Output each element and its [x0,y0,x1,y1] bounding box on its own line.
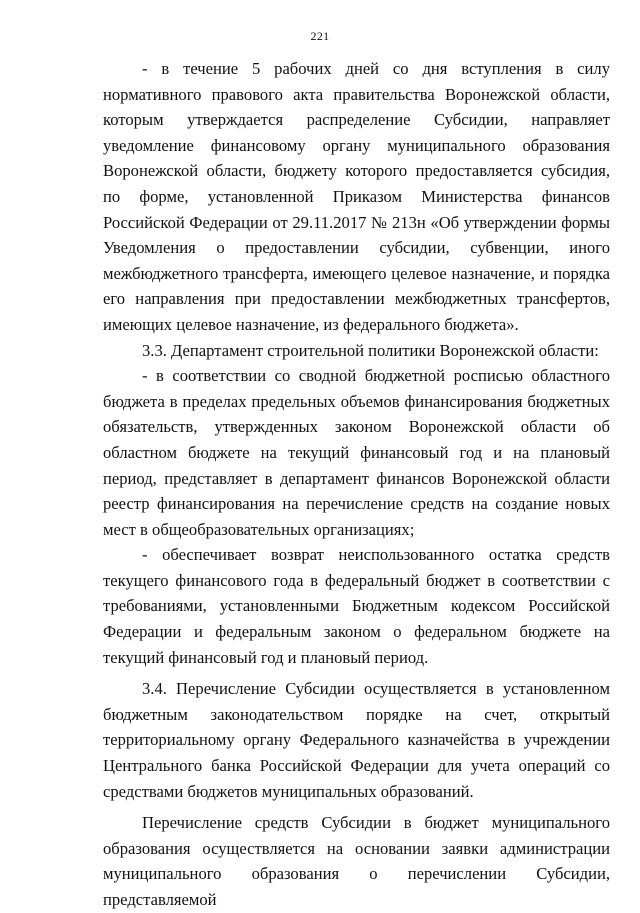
paragraph-3-4-transfer: 3.4. Перечисление Субсидии осуществляется в установленном бюджетным законодательством порядке на счет, открытый территориальному органу Федерального казначейства в учреждении Центрального банка Российской Федерации для учета операций со средствами бюджетов муниципальных образований. [103,679,610,801]
paragraph-transfer-basis: Перечисление средств Субсидии в бюджет муниципального образования осуществляется на основании заявки администрации муниципального образования о перечислении Субсидии, представляемой [103,813,610,909]
page-number: 221 [310,29,330,43]
paragraph-financing-registry: - в соответствии со сводной бюджетной росписью областного бюджета в пределах предельных объемов финансирования бюджетных обязательств, утвержденных законом Воронежской области об областном бюджете на текущий финансовый год и на плановый период, представляет в департамент финансов Воронежской области реестр финансирования на перечисление средств на создание новых мест в общеобразовательных организациях; [103,366,610,539]
paragraph-return-of-balance: - обеспечивает возврат неиспользованного остатка средств текущего финансового года в федеральный бюджет в соответствии с требованиями, установленными Бюджетным кодексом Российской Федерации и федеральным законом о федеральном бюджете на текущий финансовый год и плановый период. [103,545,610,667]
paragraph-notification-deadline: - в течение 5 рабочих дней со дня вступления в силу нормативного правового акта правительства Воронежской области, которым утверждается распределение Субсидии, направляет уведомление финансовому органу муниципального образования Воронежской области, бюджету которого предоставляется субсидия, по форме, установленной Приказом Министерства финансов Российской Федерации от 29.11.2017 № 213н «Об утверждении формы Уведомления о предоставлении субсидии, субвенции, иного межбюджетного трансферта, имеющего целевое назначение, и порядка его направления при предоставлении межбюджетных трансфертов, имеющих целевое назначение, из федерального бюджета». [103,59,610,334]
paragraph-3-3-heading: 3.3. Департамент строительной политики Воронежской области: [142,340,599,360]
document-body [103,56,610,913]
